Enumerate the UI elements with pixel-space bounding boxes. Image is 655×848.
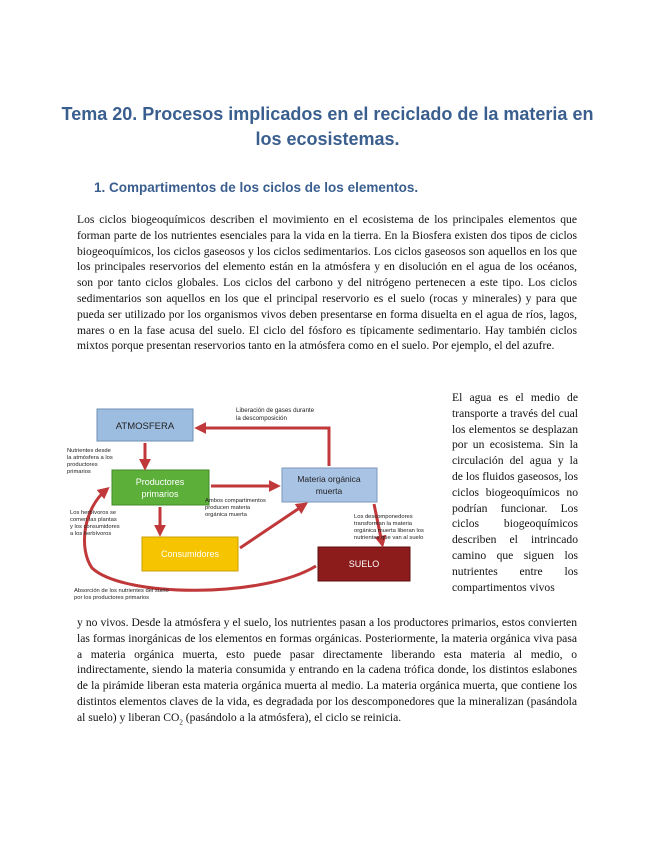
atmosfera-label: ATMOSFERA [115, 421, 175, 432]
label-ambos-1: Ambos compartimentos [205, 498, 266, 504]
label-ambos-2: producen materia [205, 505, 251, 511]
biogeochemical-cycle-diagram [64, 398, 449, 608]
arrow-materia-to-atmosfera [199, 428, 329, 466]
label-herbivoros-4: a los herbívoros [70, 531, 112, 537]
paragraph-cycle-end: (pasándolo a la atmósfera), el ciclo se reinicia. [182, 710, 402, 724]
co2-subscript: 2 [179, 718, 183, 727]
label-herbivoros-1: Los herbívoros se [70, 510, 117, 516]
label-absorcion-2: por los productores primarios [74, 595, 150, 601]
label-herbivoros-3: y los consumidores [70, 524, 120, 530]
section-heading: 1. Compartimentos de los ciclos de los elementos. [94, 180, 419, 195]
suelo-label: SUELO [348, 559, 380, 569]
productores-label-1: Productores [135, 477, 185, 487]
label-nutrientes-1: Nutrientes desde [67, 448, 111, 454]
consumidores-label: Consumidores [160, 549, 220, 559]
label-liberacion-2: la descomposición [236, 415, 287, 422]
productores-label-2: primarios [141, 489, 179, 499]
materia-label-2: muerta [315, 486, 343, 496]
paragraph-cycle-text: y no vivos. Desde la atmósfera y el suelo, los nutrientes pasan a los productores primarios, estos convierten las formas inorgánicas de los elementos en formas orgánicas. Posteriormente, la materia orgánica viva pasa a materia orgánica muerta, esto puede pasar directamente liberando esta materia al medio, o indirectamente, siendo la materia consumida y entrando en la cadena trófica donde, los distintos eslabones de la pirámide liberan esta materia orgánica muerta al medio. La materia orgánica muerta, que contiene los distintos elementos claves de la vida, es degradada por los descomponedores que la mineralizan (pasándola al suelo) y liberan CO [77, 616, 577, 724]
label-nutrientes-2: la atmósfera a los [67, 455, 113, 461]
arrow-consumidores-to-materia [240, 505, 304, 548]
label-ambos-3: orgánica muerta [205, 512, 247, 518]
label-liberacion-1: Liberación de gases durante [236, 407, 315, 414]
page-title: Tema 20. Procesos implicados en el reciclado de la materia en los ecosistemas. [61, 104, 594, 149]
label-descomp-4: nutrientes que van al suelo [354, 535, 424, 541]
label-nutrientes-4: primarios [67, 469, 91, 475]
paragraph-intro: Los ciclos biogeoquímicos describen el movimiento en el ecosistema de los principales elementos que forman parte de los nutrientes esenciales para la vida en la tierra. En la Biosfera existen dos tipos de ciclos biogeoquímicos, los ciclos gaseosos y los ciclos sedimentarios. Los ciclos gaseosos son aquellos en los que los principales reservorios del elemento están en la atmósfera y en disolución en el agua de los océanos, son por tanto ciclos globales. Los ciclos del carbono y del nitrógeno pertenecen a este tipo. Los ciclos sedimentarios son aquellos en los que el principal reservorio es el suelo (rocas y minerales) y para que pueda ser utilizado por los organismos vivos deben presentarse en forma disuelta en el agua de ríos, lagos, mares o en la fase acusa del suelo. El ciclo del fósforo es típicamente sedimentario. Hay también ciclos mixtos porque presentan reservorios tanto en la atmósfera como en el suelo. Por ejemplo, el del azufre. [77, 213, 577, 353]
label-herbivoros-2: comen las plantas [70, 517, 117, 523]
label-nutrientes-3: productores [67, 462, 98, 468]
productores-box [112, 470, 209, 505]
paragraph-cycle [77, 615, 577, 731]
label-descomp-2: transforman la materia [354, 521, 412, 527]
paragraph-water: El agua es el medio de transporte a través del cual los elementos se desplazan por un ecosistema. Sin la circulación del agua y la de los fluidos gaseosos, los ciclos biogeoquímicos no podrían funcionar. Los ciclos biogeoquímicos describen el intrincado camino que siguen los nutrientes entre los compartimentos vivos [452, 391, 578, 594]
label-descomp-1: Los descomponedores [354, 514, 413, 520]
materia-label-1: Materia orgánica [297, 474, 361, 484]
label-descomp-3: orgánica muerta liberan los [354, 528, 424, 534]
label-absorcion-1: Absorción de los nutrientes del suelo [74, 588, 169, 594]
